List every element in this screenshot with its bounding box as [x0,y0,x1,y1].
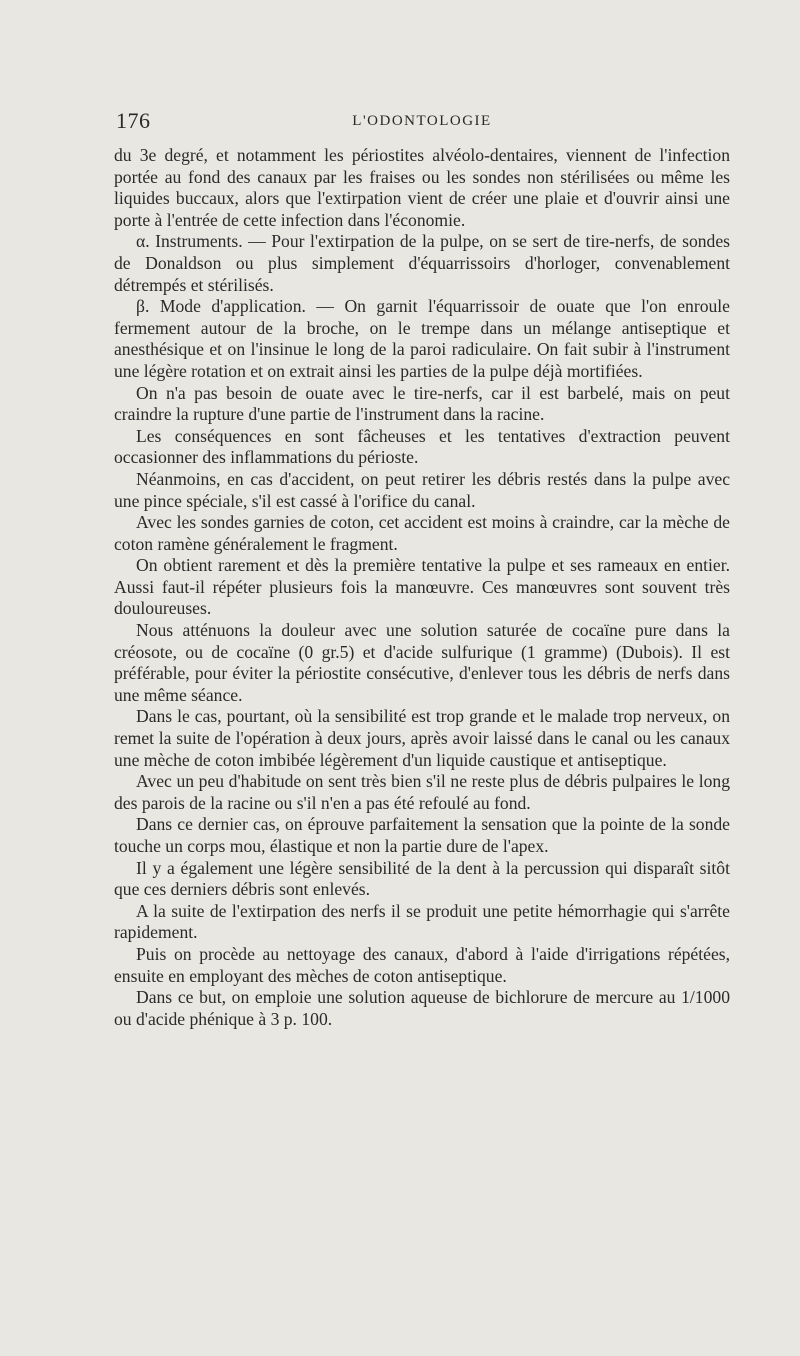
paragraph: Puis on procède au nettoyage des canaux, d'abord à l'aide d'irrigations répétées, ensuite en employant des mèches de coton antiseptique. [114,943,730,986]
paragraph: On n'a pas besoin de ouate avec le tire-nerfs, car il est barbelé, mais on peut craindre la rupture d'une partie de l'instrument dans la racine. [114,382,730,425]
paragraph: Dans ce dernier cas, on éprouve parfaitement la sensation que la pointe de la sonde touche un corps mou, élastique et non la partie dure de l'apex. [114,814,730,856]
paragraph: Il y a également une légère sensibilité de la dent à la percussion qui disparaît sitôt que ces derniers débris sont enlevés. [114,857,730,900]
paragraph: β. Mode d'application. — On garnit l'équarrissoir de ouate que l'on enroule fermement autour de la broche, on le trempe dans un mélange antiseptique et anesthésique et on l'insinue le long de la paroi radiculaire. On fait subir à l'instrument une légère rotation et on extrait ainsi les parties de la pulpe déjà mortifiées. [114,296,730,381]
running-title: L'ODONTOLOGIE [352,113,492,129]
paragraph: du 3e degré, et notamment les périostites alvéolo-dentaires, viennent de l'infection portée au fond des canaux par les fraises ou les sondes non stérilisées ou même les liquides buccaux, alors que l'extirpation vient de créer une plaie et d'ouvrir ainsi une porte à l'entrée de cette infection dans l'économie. [114,145,730,230]
paragraph: Nous atténuons la douleur avec une solution saturée de cocaïne pure dans la créosote, ou de cocaïne (0 gr.5) et d'acide sulfurique (1 gramme) (Dubois). Il est préférable, pour éviter la périostite consécutive, d'enlever tous les débris de nerfs dans une même séance. [114,620,730,705]
paragraph: Néanmoins, en cas d'accident, on peut retirer les débris restés dans la pulpe avec une pince spéciale, s'il est cassé à l'orifice du canal. [114,468,730,511]
paragraph: Les conséquences en sont fâcheuses et les tentatives d'extraction peuvent occasionner des inflammations du périoste. [114,425,730,468]
page-number: 176 [116,108,151,133]
paragraph: Dans ce but, on emploie une solution aqueuse de bichlorure de mercure au 1/1000 ou d'acide phénique à 3 p. 100. [114,987,730,1029]
running-head [116,108,728,138]
paragraph: A la suite de l'extirpation des nerfs il se produit une petite hémorrhagie qui s'arrête rapidement. [114,900,730,943]
paragraph: Avec les sondes garnies de coton, cet accident est moins à craindre, car la mèche de coton ramène généralement le fragment. [114,512,730,554]
paragraph: α. Instruments. — Pour l'extirpation de la pulpe, on se sert de tire-nerfs, de sondes de Donaldson ou plus simplement d'équarrissoirs d'horloger, convenablement détrempés et stérilisés. [114,231,730,295]
body-text [114,145,730,1030]
paragraph: Dans le cas, pourtant, où la sensibilité est trop grande et le malade trop nerveux, on remet la suite de l'opération à deux jours, après avoir laissé dans le canal ou les canaux une mèche de coton imbibée légèrement d'un liquide caustique et antiseptique. [114,706,730,770]
paragraph: On obtient rarement et dès la première tentative la pulpe et ses rameaux en entier. Aussi faut-il répéter plusieurs fois la manœuvre. Ces manœuvres sont souvent très douloureuses. [114,555,730,619]
paragraph: Avec un peu d'habitude on sent très bien s'il ne reste plus de débris pulpaires le long des parois de la racine ou s'il n'en a pas été refoulé au fond. [114,771,730,813]
